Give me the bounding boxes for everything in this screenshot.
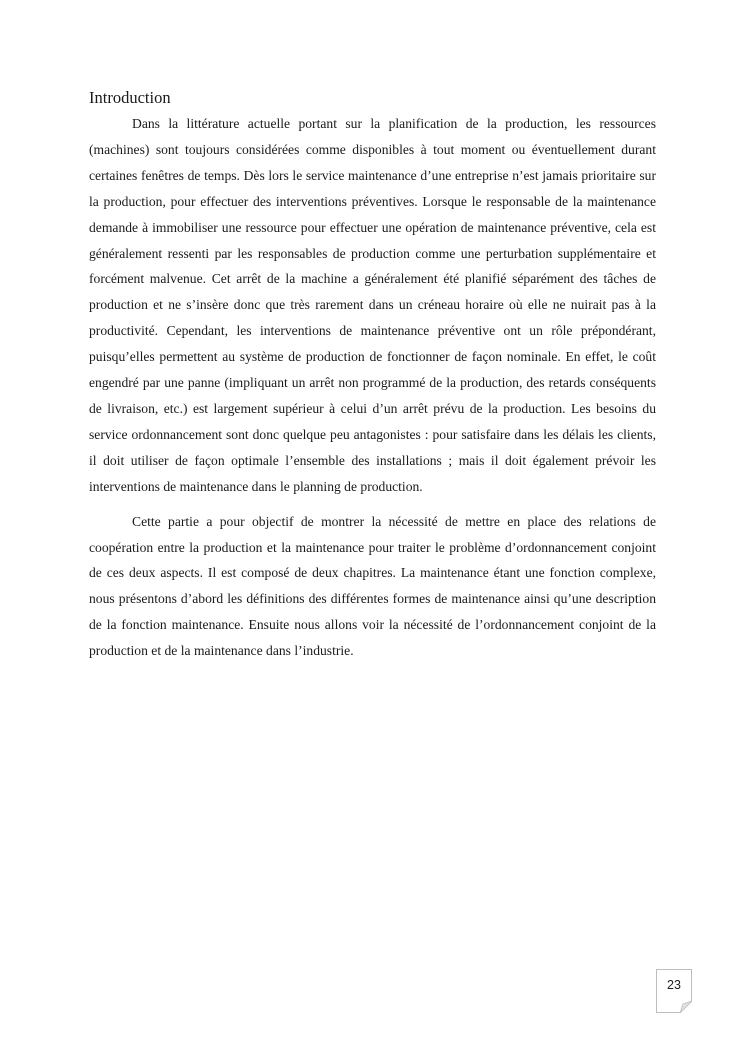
paragraph-2: Cette partie a pour objectif de montrer la nécessité de mettre en place des relations de coopération entre la production et la maintenance pour traiter le problème d’ordonnancement conjoint de ces deux aspects. Il est composé de deux chapitres. La maintenance étant une fonction complexe, nous présentons d’abord les définitions des différentes formes de maintenance ainsi qu’une description de la fonction maintenance. Ensuite nous allons voir la nécessité de l’ordonnancement conjoint de la production et de la maintenance dans l’industrie.	[89, 513, 656, 659]
page-number-box	[656, 969, 692, 1013]
page-curl-icon	[680, 1001, 692, 1013]
document-page	[89, 86, 656, 664]
paragraph-1: Dans la littérature actuelle portant sur la planification de la production, les ressources (machines) sont toujours considérées comme disponibles à tout moment ou éventuellement durant certaines fenêtres de temps. Dès lors le service maintenance d’une entreprise n’est jamais prioritaire sur la production, pour effectuer des interventions préventives. Lorsque le responsable de la maintenance demande à immobiliser une ressource pour effectuer une opération de maintenance préventive, cela est généralement ressenti par les responsables de production comme une perturbation supplémentaire et forcément malvenue. Cet arrêt de la machine a généralement été planifié séparément des tâches de production et ne s’insère donc que très rarement dans un créneau horaire où elle ne nuirait pas à la productivité. Cependant, les interventions de maintenance préventive ont un rôle prépondérant, puisqu’elles permettent au système de production de fonctionner de façon nominale. En effet, le coût engendré par une panne (impliquant un arrêt non programmé de la production, des retards conséquents de livraison, etc.) est largement supérieur à celui d’un arrêt prévu de la production. Les besoins du service ordonnancement sont donc quelque peu antagonistes : pour satisfaire dans les délais les clients, il doit utiliser de façon optimale l’ensemble des installations ; mais il doit également prévoir les interventions de maintenance dans le planning de production.	[89, 116, 656, 494]
section-heading: Introduction	[89, 88, 171, 107]
page-number: 23	[667, 978, 681, 992]
